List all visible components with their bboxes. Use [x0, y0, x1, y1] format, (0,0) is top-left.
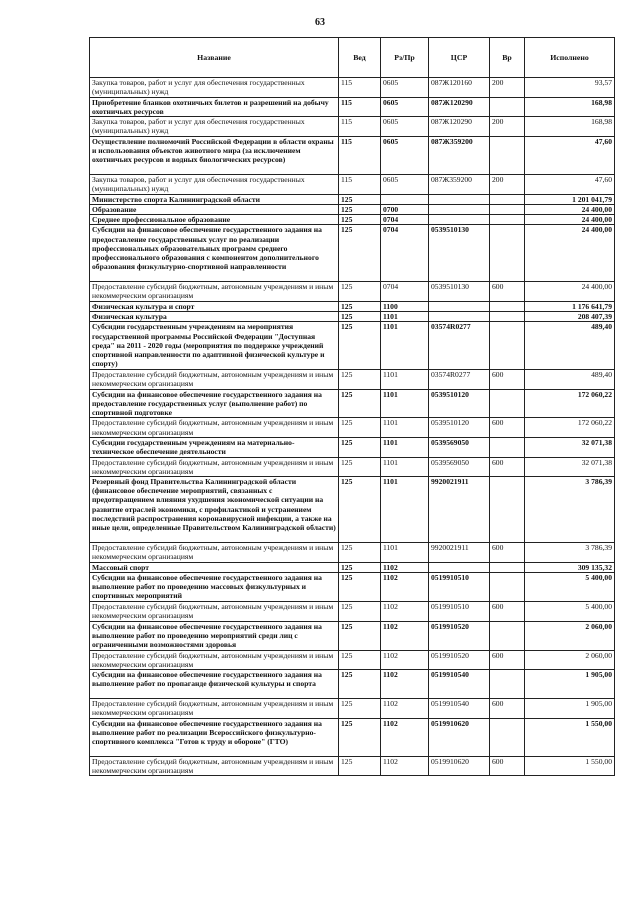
table-row: [90, 322, 615, 370]
row-csr-cell: 0519910620: [429, 756, 490, 776]
row-amount-cell: 1 905,00: [525, 670, 615, 699]
row-vr-cell: 200: [490, 78, 525, 98]
row-amount-cell: 24 400,00: [525, 204, 615, 214]
row-vr-cell: 200: [490, 117, 525, 137]
row-csr-cell: 03574R0277: [429, 322, 490, 370]
row-csr-cell: 087Ж120290: [429, 97, 490, 117]
row-vr-cell: 600: [490, 756, 525, 776]
row-csr-cell: 087Ж359200: [429, 136, 490, 174]
row-rzpr-cell: 1101: [381, 369, 429, 389]
row-amount-cell: 24 400,00: [525, 215, 615, 225]
row-ved-cell: 125: [339, 718, 381, 756]
row-rzpr-cell: 1102: [381, 650, 429, 670]
row-csr-cell: 087Ж359200: [429, 174, 490, 194]
row-csr-cell: 0539510130: [429, 282, 490, 302]
row-ved-cell: 125: [339, 282, 381, 302]
row-amount-cell: 1 550,00: [525, 718, 615, 756]
row-vr-cell: [490, 204, 525, 214]
row-ved-cell: 115: [339, 78, 381, 98]
row-ved-cell: 115: [339, 97, 381, 117]
row-ved-cell: 125: [339, 194, 381, 204]
table-row: [90, 562, 615, 572]
row-rzpr-cell: 1101: [381, 457, 429, 477]
row-name-cell: Министерство спорта Калининградской области: [90, 194, 339, 204]
table-row: [90, 312, 615, 322]
row-ved-cell: 125: [339, 562, 381, 572]
row-csr-cell: 087Ж120290: [429, 117, 490, 137]
row-csr-cell: 03574R0277: [429, 369, 490, 389]
row-rzpr-cell: 1101: [381, 312, 429, 322]
row-csr-cell: 0539569050: [429, 457, 490, 477]
column-header-amount: Исполнено: [525, 38, 615, 78]
row-vr-cell: [490, 477, 525, 543]
row-csr-cell: [429, 215, 490, 225]
row-rzpr-cell: 0704: [381, 215, 429, 225]
row-csr-cell: 087Ж120160: [429, 78, 490, 98]
row-ved-cell: 125: [339, 650, 381, 670]
row-ved-cell: 125: [339, 389, 381, 418]
table-row: [90, 389, 615, 418]
row-amount-cell: 5 400,00: [525, 573, 615, 602]
row-name-cell: Субсидии государственным учреждениям на материально-техническое обеспечение деятельности: [90, 438, 339, 458]
row-rzpr-cell: 0605: [381, 97, 429, 117]
table-row: [90, 301, 615, 311]
row-rzpr-cell: 1102: [381, 718, 429, 756]
row-amount-cell: 309 135,32: [525, 562, 615, 572]
row-name-cell: Субсидии на финансовое обеспечение государственного задания на предоставление государственных услуг по реализации профессиональных образовательных программ среднего профессионального образования с компонентом дополнительного образования физкультурно-спортивной направленности: [90, 225, 339, 282]
column-header-name: Название: [90, 38, 339, 78]
table-row: [90, 573, 615, 602]
row-ved-cell: 125: [339, 438, 381, 458]
row-amount-cell: 208 407,39: [525, 312, 615, 322]
table-row: [90, 602, 615, 622]
row-name-cell: Предоставление субсидий бюджетным, автономным учреждениям и иным некоммерческим организациям: [90, 699, 339, 719]
table-row: [90, 670, 615, 699]
row-name-cell: Субсидии государственным учреждениям на мероприятия государственной программы Российской Федерации "Доступная среда" на 2011 - 2020 годы (мероприятия по поддержке учреждений спортивной направленности по адаптивной физической культуре и спорту): [90, 322, 339, 370]
row-name-cell: Предоставление субсидий бюджетным, автономным учреждениям и иным некоммерческим организациям: [90, 650, 339, 670]
row-amount-cell: 489,40: [525, 322, 615, 370]
table-row: [90, 718, 615, 756]
row-rzpr-cell: 1102: [381, 573, 429, 602]
table-row: [90, 621, 615, 650]
row-vr-cell: [490, 194, 525, 204]
row-csr-cell: 0519910520: [429, 621, 490, 650]
row-name-cell: Образование: [90, 204, 339, 214]
row-vr-cell: [490, 225, 525, 282]
row-csr-cell: [429, 312, 490, 322]
row-vr-cell: [490, 322, 525, 370]
row-rzpr-cell: 1102: [381, 699, 429, 719]
row-ved-cell: 125: [339, 418, 381, 438]
row-vr-cell: 600: [490, 602, 525, 622]
row-csr-cell: [429, 301, 490, 311]
table-row: [90, 650, 615, 670]
row-vr-cell: 600: [490, 699, 525, 719]
row-ved-cell: 125: [339, 322, 381, 370]
row-amount-cell: 172 060,22: [525, 389, 615, 418]
row-csr-cell: [429, 562, 490, 572]
row-ved-cell: 125: [339, 369, 381, 389]
row-rzpr-cell: 1102: [381, 602, 429, 622]
page-number: 63: [315, 17, 325, 28]
row-rzpr-cell: 1100: [381, 301, 429, 311]
row-name-cell: Закупка товаров, работ и услуг для обеспечения государственных (муниципальных) нужд: [90, 117, 339, 137]
row-amount-cell: 1 201 041,79: [525, 194, 615, 204]
table-row: [90, 369, 615, 389]
row-vr-cell: [490, 389, 525, 418]
row-vr-cell: 600: [490, 282, 525, 302]
row-csr-cell: 0539510120: [429, 418, 490, 438]
row-amount-cell: 2 060,00: [525, 621, 615, 650]
row-amount-cell: 32 071,38: [525, 457, 615, 477]
budget-execution-table: [89, 37, 615, 776]
table-body: [90, 78, 615, 776]
row-amount-cell: 168,98: [525, 97, 615, 117]
row-ved-cell: 125: [339, 312, 381, 322]
row-ved-cell: 125: [339, 602, 381, 622]
row-csr-cell: 0519910510: [429, 602, 490, 622]
table-row: [90, 282, 615, 302]
table-row: [90, 97, 615, 117]
row-csr-cell: 0519910540: [429, 699, 490, 719]
row-vr-cell: 600: [490, 369, 525, 389]
row-vr-cell: 200: [490, 174, 525, 194]
row-ved-cell: 125: [339, 477, 381, 543]
row-vr-cell: [490, 562, 525, 572]
row-name-cell: Предоставление субсидий бюджетным, автономным учреждениям и иным некоммерческим организациям: [90, 756, 339, 776]
row-amount-cell: 1 905,00: [525, 699, 615, 719]
row-rzpr-cell: 0700: [381, 204, 429, 214]
table-row: [90, 136, 615, 174]
row-csr-cell: [429, 194, 490, 204]
row-rzpr-cell: 0704: [381, 225, 429, 282]
row-amount-cell: 168,98: [525, 117, 615, 137]
row-rzpr-cell: 0605: [381, 78, 429, 98]
row-amount-cell: 47,60: [525, 136, 615, 174]
row-name-cell: Резервный фонд Правительства Калининградской области (финансовое обеспечение мероприятий, связанных с предотвращением влияния ухудшения экономической ситуации на развитие отраслей экономики, с профилактикой и устранением последствий распространения коронавирусной инфекции, а также на иные цели, определенные Правительством Калининградской области): [90, 477, 339, 543]
row-rzpr-cell: [381, 194, 429, 204]
row-vr-cell: 600: [490, 543, 525, 563]
row-ved-cell: 125: [339, 457, 381, 477]
row-csr-cell: 0539569050: [429, 438, 490, 458]
row-amount-cell: 47,60: [525, 174, 615, 194]
row-name-cell: Предоставление субсидий бюджетным, автономным учреждениям и иным некоммерческим организациям: [90, 457, 339, 477]
row-vr-cell: [490, 670, 525, 699]
row-ved-cell: 125: [339, 670, 381, 699]
table-row: [90, 215, 615, 225]
row-name-cell: Закупка товаров, работ и услуг для обеспечения государственных (муниципальных) нужд: [90, 78, 339, 98]
row-ved-cell: 125: [339, 225, 381, 282]
row-name-cell: Физическая культура: [90, 312, 339, 322]
row-name-cell: Субсидии на финансовое обеспечение государственного задания на выполнение работ по реализации Всероссийского физкультурно-спортивного комплекса "Готов к труду и обороне" (ГТО): [90, 718, 339, 756]
row-name-cell: Предоставление субсидий бюджетным, автономным учреждениям и иным некоммерческим организациям: [90, 282, 339, 302]
table-row: [90, 457, 615, 477]
row-name-cell: Приобретение бланков охотничьих билетов и разрешений на добычу охотничьих ресурсов: [90, 97, 339, 117]
row-amount-cell: 1 176 641,79: [525, 301, 615, 311]
row-ved-cell: 125: [339, 756, 381, 776]
row-amount-cell: 24 400,00: [525, 225, 615, 282]
header-row: [90, 38, 615, 78]
row-name-cell: Предоставление субсидий бюджетным, автономным учреждениям и иным некоммерческим организациям: [90, 369, 339, 389]
row-vr-cell: 600: [490, 457, 525, 477]
row-csr-cell: 0519910540: [429, 670, 490, 699]
row-rzpr-cell: 1102: [381, 756, 429, 776]
row-amount-cell: 24 400,00: [525, 282, 615, 302]
row-rzpr-cell: 1101: [381, 477, 429, 543]
table-row: [90, 225, 615, 282]
row-name-cell: Массовый спорт: [90, 562, 339, 572]
row-rzpr-cell: 1101: [381, 418, 429, 438]
row-vr-cell: [490, 438, 525, 458]
row-amount-cell: 2 060,00: [525, 650, 615, 670]
row-name-cell: Предоставление субсидий бюджетным, автономным учреждениям и иным некоммерческим организациям: [90, 543, 339, 563]
row-csr-cell: 9920021911: [429, 543, 490, 563]
row-ved-cell: 125: [339, 699, 381, 719]
row-ved-cell: 125: [339, 543, 381, 563]
row-csr-cell: [429, 204, 490, 214]
row-ved-cell: 115: [339, 136, 381, 174]
row-name-cell: Физическая культура и спорт: [90, 301, 339, 311]
table-row: [90, 438, 615, 458]
row-ved-cell: 115: [339, 117, 381, 137]
row-csr-cell: 0539510130: [429, 225, 490, 282]
row-rzpr-cell: 1101: [381, 322, 429, 370]
row-rzpr-cell: 1102: [381, 670, 429, 699]
row-name-cell: Среднее профессиональное образование: [90, 215, 339, 225]
row-rzpr-cell: 0605: [381, 136, 429, 174]
row-ved-cell: 115: [339, 174, 381, 194]
row-amount-cell: 1 550,00: [525, 756, 615, 776]
row-ved-cell: 125: [339, 301, 381, 311]
row-vr-cell: [490, 573, 525, 602]
row-name-cell: Субсидии на финансовое обеспечение государственного задания на выполнение работ по пропаганде физической культуры и спорта: [90, 670, 339, 699]
row-amount-cell: 32 071,38: [525, 438, 615, 458]
column-header-ved: Вед: [339, 38, 381, 78]
column-header-vr: Вр: [490, 38, 525, 78]
table-row: [90, 477, 615, 543]
row-rzpr-cell: 0704: [381, 282, 429, 302]
row-csr-cell: 0519910620: [429, 718, 490, 756]
row-vr-cell: 600: [490, 650, 525, 670]
row-vr-cell: [490, 718, 525, 756]
row-csr-cell: 0539510120: [429, 389, 490, 418]
row-vr-cell: [490, 621, 525, 650]
row-vr-cell: 600: [490, 418, 525, 438]
row-amount-cell: 93,57: [525, 78, 615, 98]
row-vr-cell: [490, 136, 525, 174]
row-rzpr-cell: 1101: [381, 438, 429, 458]
row-name-cell: Осуществление полномочий Российской Федерации в области охраны и использования объектов животного мира (за исключением охотничьих ресурсов и водных биологических ресурсов): [90, 136, 339, 174]
row-name-cell: Закупка товаров, работ и услуг для обеспечения государственных (муниципальных) нужд: [90, 174, 339, 194]
row-amount-cell: 3 786,39: [525, 477, 615, 543]
table-row: [90, 756, 615, 776]
row-amount-cell: 5 400,00: [525, 602, 615, 622]
row-name-cell: Субсидии на финансовое обеспечение государственного задания на выполнение работ по проведению массовых физкультурных и спортивных мероприятий: [90, 573, 339, 602]
row-amount-cell: 489,40: [525, 369, 615, 389]
row-vr-cell: [490, 301, 525, 311]
row-rzpr-cell: 1101: [381, 389, 429, 418]
table-row: [90, 194, 615, 204]
row-rzpr-cell: 0605: [381, 117, 429, 137]
table-row: [90, 418, 615, 438]
table-row: [90, 543, 615, 563]
row-vr-cell: [490, 215, 525, 225]
row-ved-cell: 125: [339, 621, 381, 650]
table-row: [90, 117, 615, 137]
row-name-cell: Предоставление субсидий бюджетным, автономным учреждениям и иным некоммерческим организациям: [90, 418, 339, 438]
row-vr-cell: [490, 97, 525, 117]
column-header-csr: ЦСР: [429, 38, 490, 78]
row-amount-cell: 172 060,22: [525, 418, 615, 438]
row-csr-cell: 9920021911: [429, 477, 490, 543]
row-name-cell: Субсидии на финансовое обеспечение государственного задания на предоставление государственных услуг (выполнение работ) по спортивной подготовке: [90, 389, 339, 418]
table-row: [90, 204, 615, 214]
row-vr-cell: [490, 312, 525, 322]
table-row: [90, 174, 615, 194]
row-ved-cell: 125: [339, 573, 381, 602]
table-row: [90, 699, 615, 719]
row-rzpr-cell: 1102: [381, 562, 429, 572]
row-ved-cell: 125: [339, 204, 381, 214]
row-csr-cell: 0519910510: [429, 573, 490, 602]
row-csr-cell: 0519910520: [429, 650, 490, 670]
row-name-cell: Предоставление субсидий бюджетным, автономным учреждениям и иным некоммерческим организациям: [90, 602, 339, 622]
table-row: [90, 78, 615, 98]
row-name-cell: Субсидии на финансовое обеспечение государственного задания на выполнение работ по проведению мероприятий среди лиц с ограниченными возможностями здоровья: [90, 621, 339, 650]
row-rzpr-cell: 1101: [381, 543, 429, 563]
row-rzpr-cell: 0605: [381, 174, 429, 194]
column-header-rzpr: Рз/Пр: [381, 38, 429, 78]
row-rzpr-cell: 1102: [381, 621, 429, 650]
row-ved-cell: 125: [339, 215, 381, 225]
row-amount-cell: 3 786,39: [525, 543, 615, 563]
